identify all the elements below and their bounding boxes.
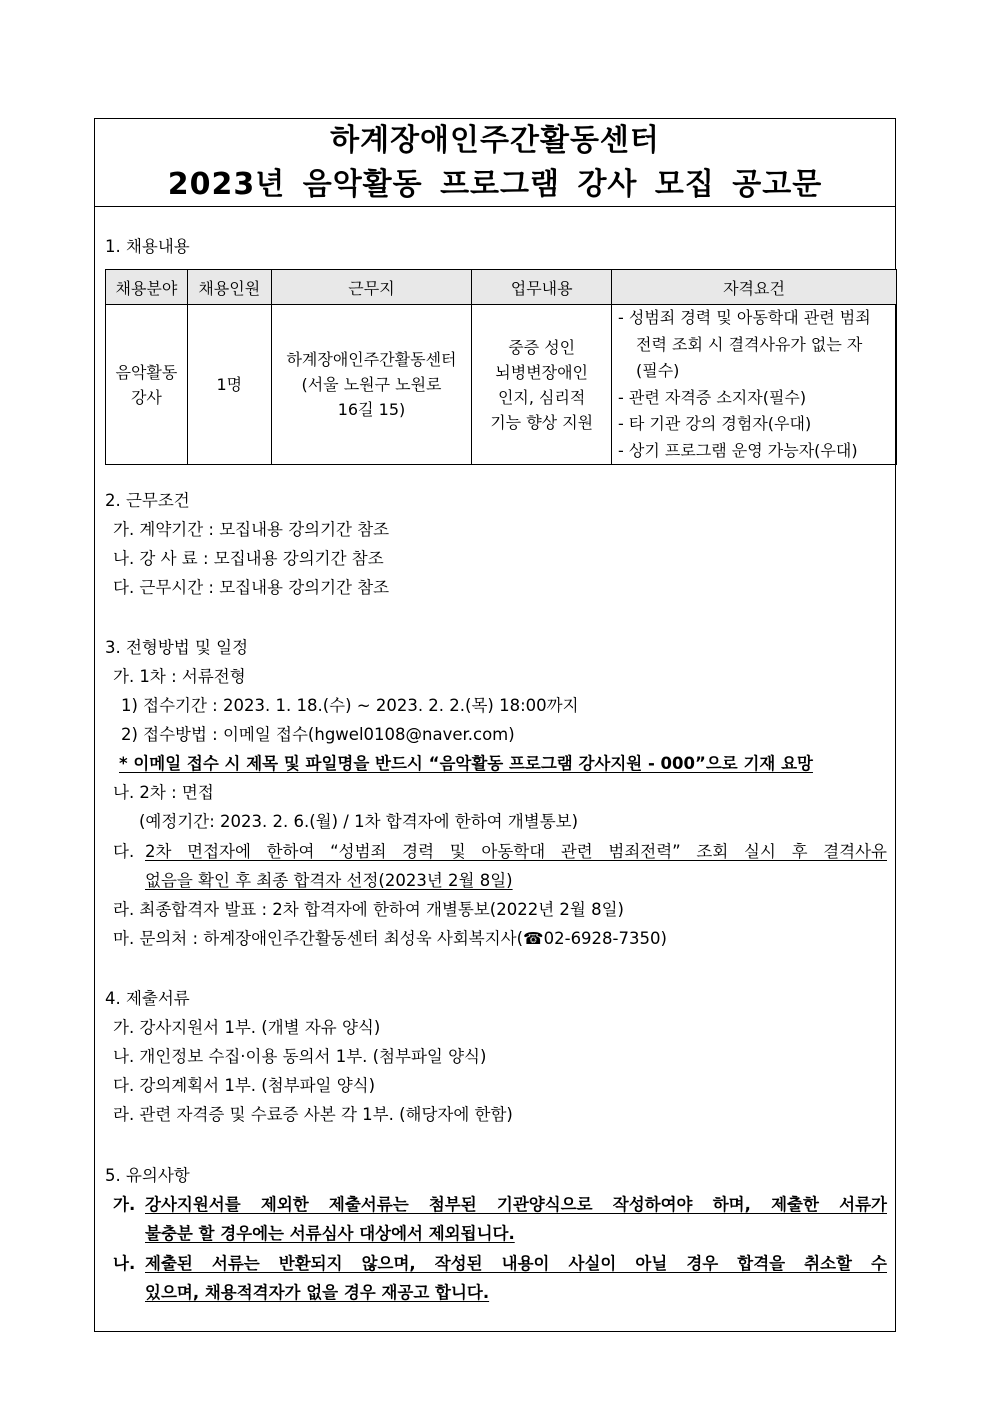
section5-heading: 5. 유의사항 [105, 1166, 190, 1185]
list-item: 라. 관련 자격증 및 수료증 사본 각 1부. (해당자에 한함) [113, 1105, 513, 1124]
list-item-prefix: 나. [113, 1254, 136, 1273]
table-header-row [106, 270, 897, 305]
list-item: 다. 근무시간 : 모집내용 강의기간 참조 [113, 578, 390, 597]
caution-return-cont: 있으며, 채용적격자가 없을 경우 재공고 합니다. [145, 1283, 490, 1302]
background-check-notice-cont: 없음을 확인 후 최종 합격자 선정(2023년 2월 8일) [145, 871, 513, 890]
cell-requirements: - 성범죄 경력 및 아동학대 관련 범죄 전력 조회 시 결격사유가 없는 자 (필수) - 관련 자격증 소지자(필수) - 타 기관 강의 경험자(우대) - 상기 프로그램 운영 가능자(우대) [612, 305, 897, 465]
table-row [106, 305, 897, 465]
list-item: 가. 계약기간 : 모집내용 강의기간 참조 [113, 520, 390, 539]
cell-count: 1명 [187, 305, 271, 465]
section2-heading: 2. 근무조건 [105, 491, 190, 510]
list-item: 가. 1차 : 서류전형 [113, 667, 246, 686]
section3-heading: 3. 전형방법 및 일정 [105, 638, 249, 657]
caution-return: 제출된 서류는 반환되지 않으며, 작성된 내용이 사실이 아닐 경우 합격을 취소할 수 [145, 1254, 887, 1273]
cell-location: 하계장애인주간활동센터 (서울 노원구 노원로 16길 15) [271, 305, 472, 465]
list-item-prefix: 다. [113, 842, 135, 861]
header-field: 채용분야 [106, 270, 188, 305]
cell-field: 음악활동 강사 [106, 305, 188, 465]
header-count: 채용인원 [187, 270, 271, 305]
header-location: 근무지 [271, 270, 472, 305]
contact-info: 마. 문의처 : 하계장애인주간활동센터 최성욱 사회복지사(☎02-6928-7350) [113, 929, 667, 948]
recruitment-table [105, 269, 897, 465]
document-frame [94, 118, 896, 1332]
list-item: 라. 최종합격자 발표 : 2차 합격자에 한하여 개별통보(2022년 2월 8일) [113, 900, 624, 919]
caution-documents: 강사지원서를 제외한 제출서류는 첨부된 기관양식으로 작성하여야 하며, 제출한 서류가 [145, 1195, 887, 1214]
list-item: 가. 강사지원서 1부. (개별 자유 양식) [113, 1018, 381, 1037]
list-item: 1) 접수기간 : 2023. 1. 18.(수) ~ 2023. 2. 2.(목) 18:00까지 [121, 696, 579, 715]
caution-documents-cont: 불충분 할 경우에는 서류심사 대상에서 제외됩니다. [145, 1224, 515, 1243]
section4-heading: 4. 제출서류 [105, 989, 190, 1008]
list-item: 나. 2차 : 면접 [113, 783, 214, 802]
header-requirements: 자격요건 [612, 270, 897, 305]
title-box [95, 119, 895, 207]
list-item-prefix: 가. [113, 1195, 136, 1214]
header-duties: 업무내용 [472, 270, 612, 305]
title-organization: 하계장애인주간활동센터 [330, 123, 660, 158]
background-check-notice: 2차 면접자에 한하여 “성범죄 경력 및 아동학대 관련 범죄전력” 조회 실시 후 결격사유 [145, 842, 887, 861]
email-notice: * 이메일 접수 시 제목 및 파일명을 반드시 “음악활동 프로그램 강사지원 - 000”으로 기재 요망 [119, 754, 813, 773]
list-item: (예정기간: 2023. 2. 6.(월) / 1차 합격자에 한하여 개별통보) [139, 812, 579, 831]
cell-duties: 중증 성인 뇌병변장애인 인지, 심리적 기능 향상 지원 [472, 305, 612, 465]
list-item: 나. 개인정보 수집·이용 동의서 1부. (첨부파일 양식) [113, 1047, 487, 1066]
list-item: 2) 접수방법 : 이메일 접수(hgwel0108@naver.com) [121, 725, 515, 744]
title-announcement: 2023년 음악활동 프로그램 강사 모집 공고문 [167, 167, 823, 202]
section1-heading: 1. 채용내용 [105, 237, 190, 256]
list-item: 다. 강의계획서 1부. (첨부파일 양식) [113, 1076, 376, 1095]
list-item: 나. 강 사 료 : 모집내용 강의기간 참조 [113, 549, 384, 568]
